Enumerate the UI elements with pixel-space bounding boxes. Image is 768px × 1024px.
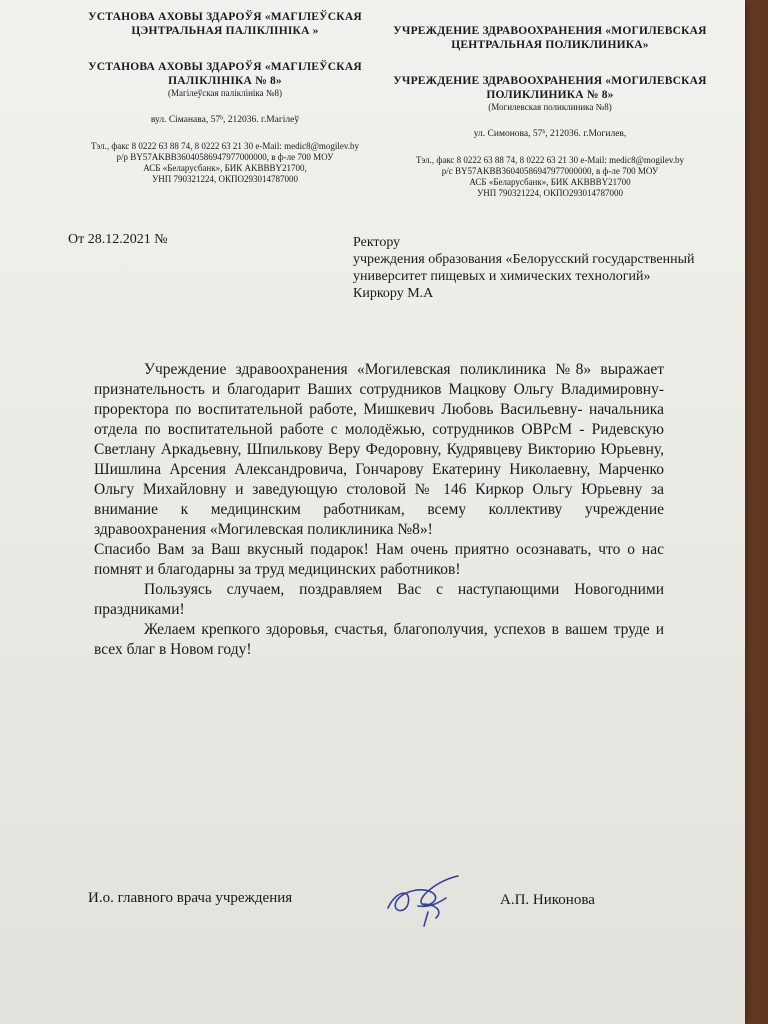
letterhead-left xyxy=(60,10,390,185)
letterhead-left-contacts xyxy=(60,141,390,185)
signatory-name: А.П. Никонова xyxy=(500,892,595,908)
addressee-organization: учреждения образования «Белорусский государственный университет пищевых и химических технологий» xyxy=(353,252,695,284)
body-paragraph-congrats: Пользуясь случаем, поздравляем Вас с наступающими Новогодними праздниками! xyxy=(94,581,664,618)
body-paragraph-thanks: Спасибо Вам за Ваш вкусный подарок! Нам очень приятно осознавать, что о нас помнят и благодарны за труд медицинских работников! xyxy=(94,541,664,578)
letterhead-left-org2: УСТАНОВА АХОВЫ ЗДАРОЎЯ «МАГІЛЕЎСКАЯ ПАЛІКЛІНІКА № 8» xyxy=(88,61,362,87)
letterhead-left-org1: УСТАНОВА АХОВЫ ЗДАРОЎЯ «МАГІЛЕЎСКАЯ ЦЭНТРАЛЬНАЯ ПАЛІКЛІНІКА » xyxy=(88,11,362,37)
letterhead-left-org2-short: (Магілеўская паліклініка №8) xyxy=(168,88,282,98)
letter-date: От 28.12.2021 № xyxy=(68,232,168,247)
handwritten-signature xyxy=(378,868,473,930)
contact-line: АСБ «Беларусбанк», БИК AKBBBY21700, xyxy=(143,163,307,173)
contact-line: р/р BY57AKBB36040586947977000000, в ф-ле 700 МОУ xyxy=(116,152,334,162)
addressee-position: Ректору xyxy=(353,235,401,250)
letterhead-right-org1: УЧРЕЖДЕНИЕ ЗДРАВООХРАНЕНИЯ «МОГИЛЕВСКАЯ ЦЕНТРАЛЬНАЯ ПОЛИКЛИНИКА» xyxy=(393,25,707,51)
letterhead-right xyxy=(385,24,715,199)
contact-line: УНП 790321224, ОКПО293014787000 xyxy=(151,174,299,184)
body-paragraph-wishes: Желаем крепкого здоровья, счастья, благополучия, успехов в вашем труде и всех благ в Новом году! xyxy=(94,621,664,658)
contact-line: Тэл., факс 8 0222 63 88 74, 8 0222 63 21 30 e-Mail: medic8@mogilev.by xyxy=(90,141,360,151)
addressee-block xyxy=(353,234,713,302)
contact-line: АСБ «Беларусбанк», БИК AKBBBY21700 xyxy=(469,177,631,187)
addressee-name: Киркору М.А xyxy=(353,286,434,301)
letterhead-right-org2-short: (Могилевская поликлиника №8) xyxy=(488,102,612,112)
contact-line: Тэл., факс 8 0222 63 88 74, 8 0222 63 21 30 e-Mail: medic8@mogilev.by xyxy=(415,155,685,165)
letter-body xyxy=(94,360,664,660)
contact-line: р/с BY57AKBB36040586947977000000, в ф-ле 700 МОУ xyxy=(441,166,659,176)
signatory-title: И.о. главного врача учреждения xyxy=(88,890,293,906)
letterhead-right-org2: УЧРЕЖДЕНИЕ ЗДРАВООХРАНЕНИЯ «МОГИЛЕВСКАЯ ПОЛИКЛИНИКА № 8» xyxy=(393,75,707,101)
contact-line: УНП 790321224, ОКПО293014787000 xyxy=(476,188,624,198)
body-paragraph-gratitude: Учреждение здравоохранения «Могилевская поликлиника №8» выражает признательность и благодарит Ваших сотрудников Мацкову Ольгу Владимировну- проректора по воспитательной работе, Мишкевич Любовь Васильевну- начальника отдела по воспитательной работе с молодёжью, сотрудников ОВРсМ - Ридевскую Светлану Аркадьевну, Шпилькову Веру Федоровну, Кудрявцеву Викторию Юрьевну, Шишлина Арсения Александровича, Гончарову Екатерину Николаевну, Марченко Ольгу Михайловну и заведующую столовой № 146 Киркор Ольгу Юрьевну за внимание к медицинским работникам, всему коллективу учреждение здравоохранения «Могилевская поликлиника №8»! xyxy=(94,361,664,538)
letterhead-right-address: ул. Симонова, 57ᵇ, 212036. г.Могилев, xyxy=(473,129,627,139)
letterhead-left-address: вул. Сіманава, 57ᵇ, 212036. г.Магілеў xyxy=(150,115,300,125)
letterhead-right-contacts xyxy=(385,155,715,199)
